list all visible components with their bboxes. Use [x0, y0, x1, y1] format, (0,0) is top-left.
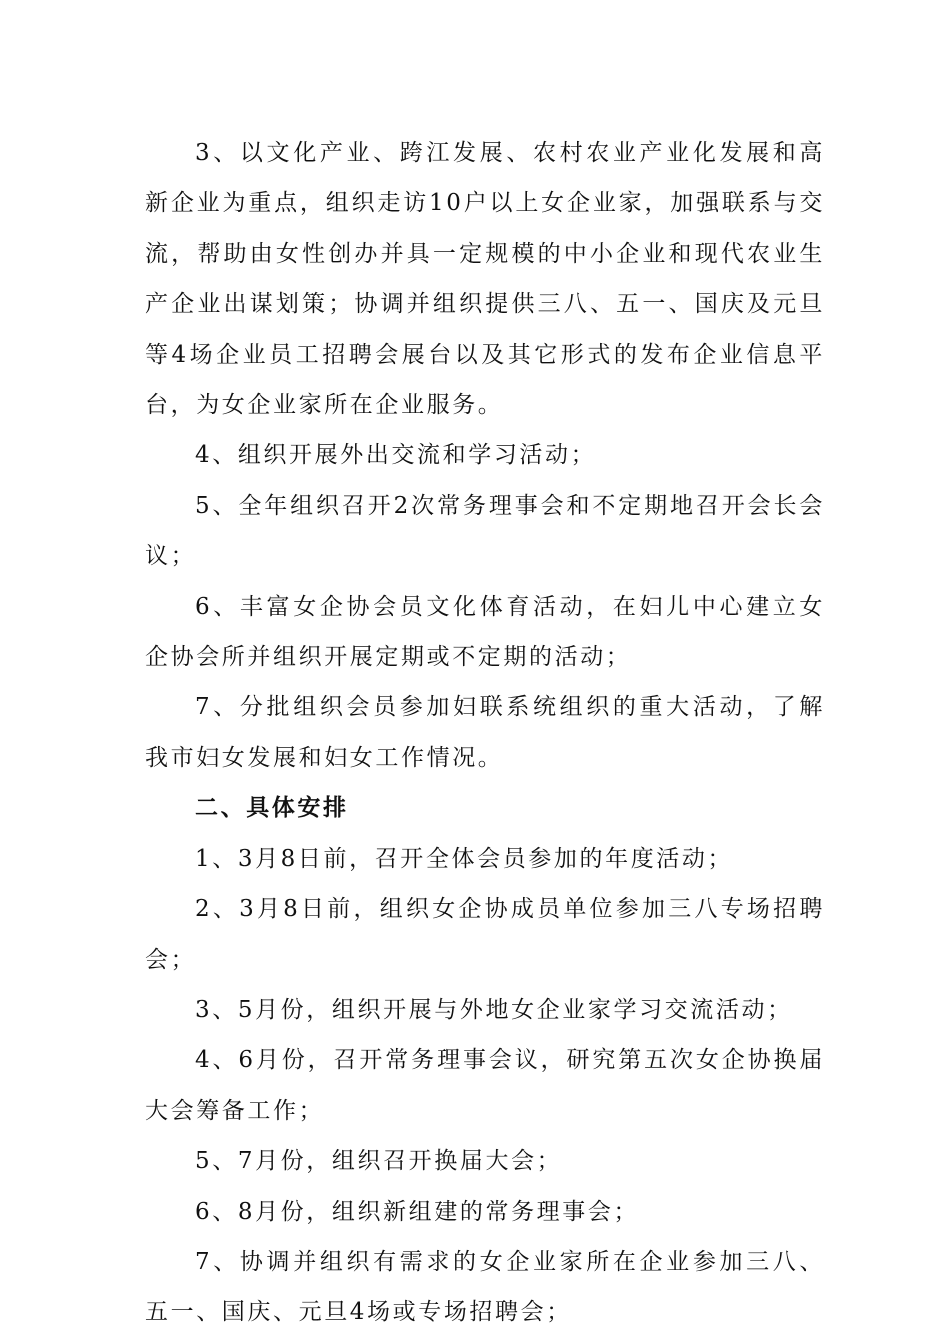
- section-heading: 二、具体安排: [195, 795, 349, 822]
- schedule-item-7: 7、协调并组织有需求的女企业家所在企业参加三八、五一、国庆、元旦4场或专场招聘会；: [145, 1248, 825, 1326]
- paragraph-item-6: 6、丰富女企协会员文化体育活动，在妇儿中心建立女企协会所并组织开展定期或不定期的活动；: [145, 593, 825, 671]
- paragraph-item-3: 3、以文化产业、跨江发展、农村农业产业化发展和高新企业为重点，组织走访10户以上女企业家，加强联系与交流，帮助由女性创办并具一定规模的中小企业和现代农业生产企业出谋划策；协调并组织提供三八、五一、国庆及元旦等4场企业员工招聘会展台以及其它形式的发布企业信息平台，为女企业家所在企业服务。: [145, 140, 825, 419]
- schedule-item-3: 3、5月份，组织开展与外地女企业家学习交流活动；: [195, 996, 793, 1023]
- paragraph-item-7: 7、分批组织会员参加妇联系统组织的重大活动，了解我市妇女发展和妇女工作情况。: [145, 694, 825, 771]
- paragraph-item-5: 5、全年组织召开2次常务理事会和不定期地召开会长会议；: [145, 492, 825, 570]
- schedule-item-1: 1、3月8日前，召开全体会员参加的年度活动；: [195, 845, 734, 872]
- schedule-item-4: 4、6月份，召开常务理事会议，研究第五次女企协换届大会筹备工作；: [145, 1047, 825, 1124]
- document-body: [145, 128, 825, 1338]
- paragraph-item-4: 4、组织开展外出交流和学习活动；: [195, 442, 597, 469]
- schedule-item-6: 6、8月份，组织新组建的常务理事会；: [195, 1198, 640, 1225]
- schedule-item-5: 5、7月份，组织召开换届大会；: [195, 1148, 563, 1175]
- schedule-item-2: 2、3月8日前，组织女企协成员单位参加三八专场招聘会；: [145, 896, 825, 973]
